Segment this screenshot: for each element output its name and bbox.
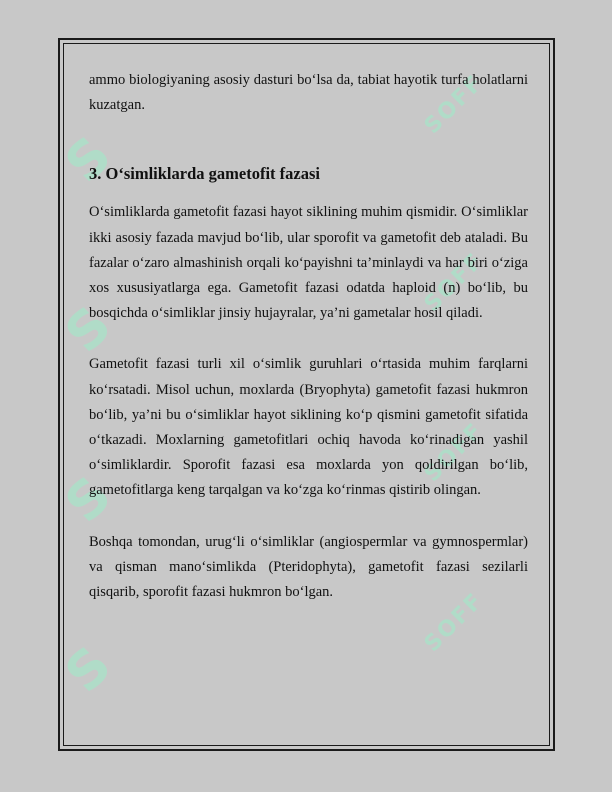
watermark-logo: S <box>54 125 124 195</box>
watermark-logo: S <box>54 295 124 365</box>
section-heading: 3. O‘simliklarda gametofit fazasi <box>89 164 320 184</box>
watermark-logo: S <box>54 635 124 705</box>
paragraph-1: O‘simliklarda gametofit fazasi hayot siklining muhim qismidir. O‘simliklar ikki asosiy fazada mavjud bo‘lib, ular sporofit va gametofit deb ataladi. Bu fazalar o‘zaro almashinish orqali ko‘payishni ta’minlaydi va har biri o‘ziga xos xususiyatlarga ega. Gametofit fazasi odatda haploid (n) bo‘lib, bu bosqichda o‘simliklar jinsiy hujayralar, ya’ni gametalar hosil qiladi. <box>89 204 528 322</box>
watermark-logo: SOFF <box>419 587 489 658</box>
watermark-logo: S <box>54 465 124 535</box>
paragraph-2: Gametofit fazasi turli xil o‘simlik guruhlari o‘rtasida muhim farqlarni ko‘rsatadi. Misol uchun, moxlarda (Bryophyta) gametofit fazasi hukmron bo‘lib, ya’ni bu o‘simliklar hayot siklining ko‘p qismini gametofit sifatida o‘tkazadi. Moxlarning gametofitlari ochiq havoda ko‘rinadigan yashil o‘simliklardir. Sporofit fazasi esa moxlarda yon qoldirilgan bo‘lib, gametofitlarga keng tarqalgan va ko‘zga ko‘rinmas qistirib olingan. <box>89 356 528 499</box>
watermark-logo: SOFF <box>419 417 489 488</box>
watermark-logo: SOFF <box>419 247 489 318</box>
intro-paragraph: ammo biologiyaning asosiy dasturi bo‘lsa da, tabiat hayotik turfa holatlarni kuzatgan. <box>89 72 528 114</box>
page-content <box>89 68 528 605</box>
paragraph-3: Boshqa tomondan, urug‘li o‘simliklar (angiospermlar va gymnospermlar) va qisman mano‘simlikda (Pteridophyta), gametofit fazasi sezilarli qisqarib, sporofit fazasi hukmron bo‘lgan. <box>89 533 528 601</box>
watermark-logo: SOFF <box>419 69 489 140</box>
